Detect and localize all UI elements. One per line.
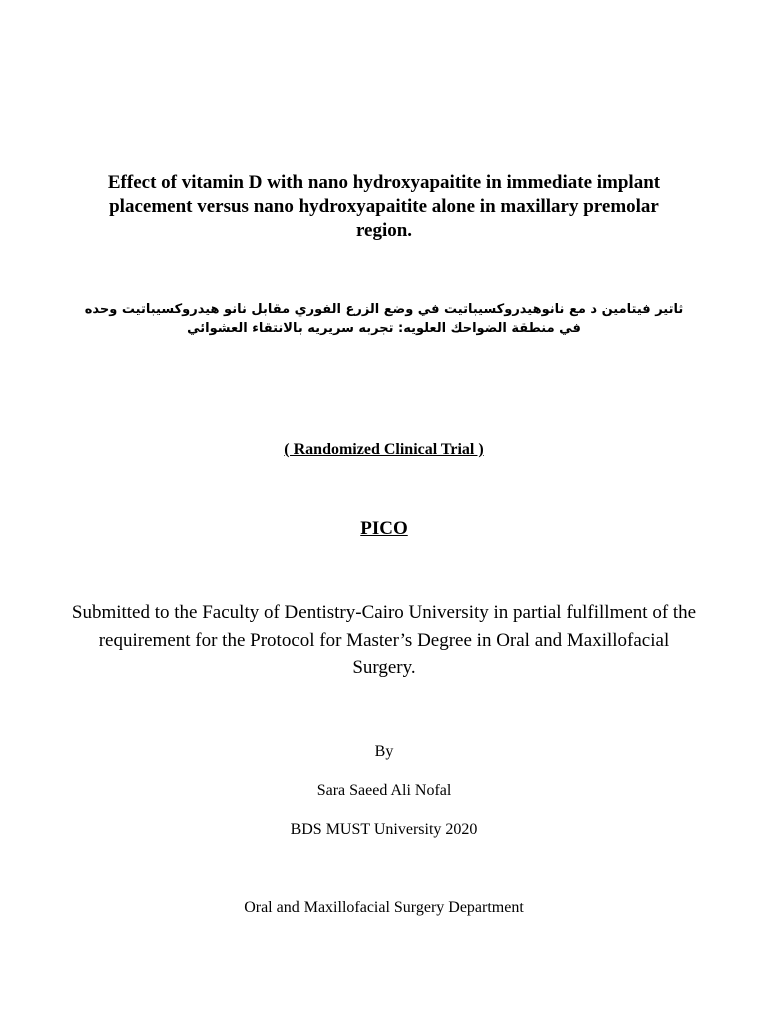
study-type-label: ( Randomized Clinical Trial )	[284, 441, 484, 458]
department: Oral and Maxillofacial Surgery Department	[244, 899, 524, 916]
by-label: By	[374, 743, 394, 760]
submission-statement: Submitted to the Faculty of Dentistry-Cairo University in partial fulfillment of the requirement for the Protocol for Master’s Degree in Oral and Maxillofacial Surgery.	[71, 602, 697, 678]
arabic-title: ثاتير فيتامين د مع نانوهيدروكسيباتيت في وضع الزرع الفوري مقابل نانو هيدروكسيباتيت وحده في منطقة الضواحك العلويه: تجربه سريريه بالانتقاء العشوائي	[84, 302, 684, 336]
section-heading	[80, 516, 688, 542]
author-name: Sara Saeed Ali Nofal	[316, 782, 452, 799]
study-type	[80, 439, 688, 461]
pico-label: PICO	[360, 518, 408, 539]
document-title: Effect of vitamin D with nano hydroxyapaitite in immediate implant placement versus nano hydroxyapaitite alone in maxillary premolar region.	[107, 172, 661, 241]
author-degree: BDS MUST University 2020	[290, 821, 478, 838]
